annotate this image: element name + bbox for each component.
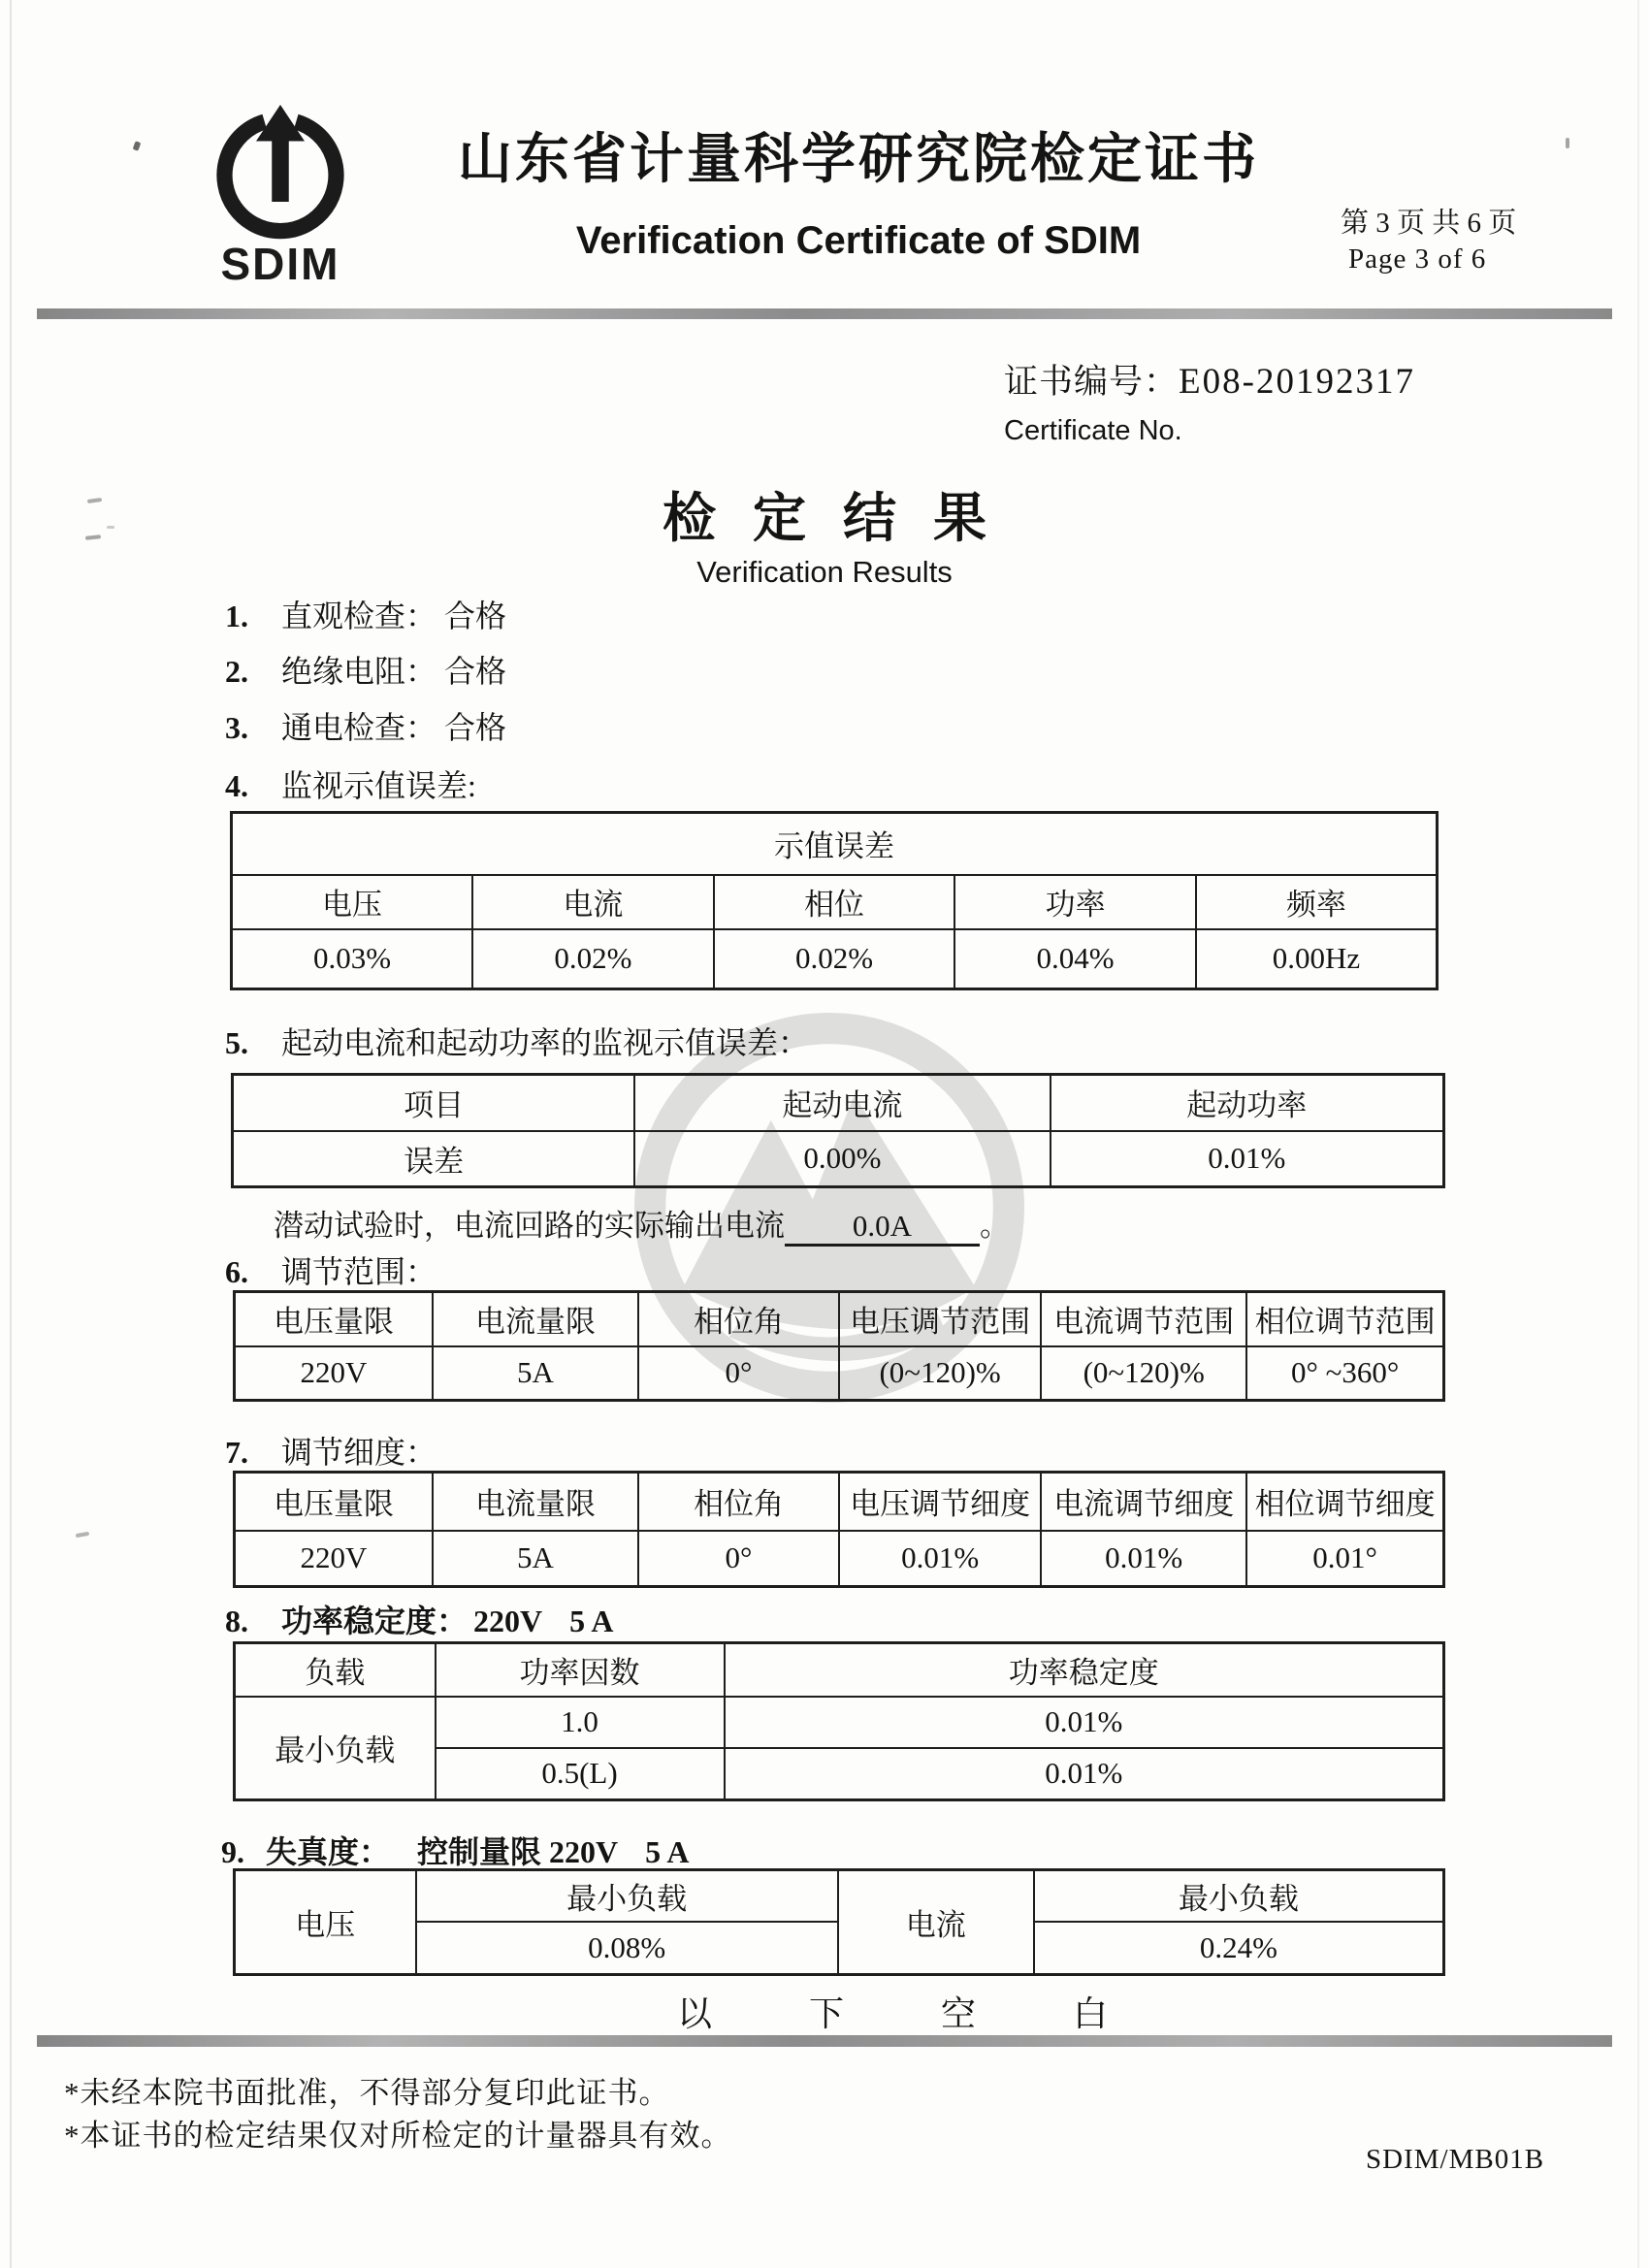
item-number: 1. <box>225 599 248 633</box>
current-limit: 5 A <box>645 1834 690 1869</box>
cell-value: 0.00Hz <box>1196 929 1438 989</box>
scan-speck <box>76 1532 89 1538</box>
section-title: 调节细度： <box>281 1435 437 1470</box>
item-number: 2. <box>225 654 248 689</box>
item-number: 4. <box>225 768 248 803</box>
column-header: 功率 <box>954 875 1196 929</box>
column-header: 电压量限 <box>235 1292 434 1346</box>
section-title: 功率稳定度： <box>281 1604 469 1638</box>
section-number: 7. <box>225 1435 248 1470</box>
indication-error-table <box>230 811 1439 990</box>
row-label: 误差 <box>233 1131 635 1187</box>
scan-speck <box>133 141 142 151</box>
cell-value: 0.01% <box>839 1531 1041 1587</box>
section-title: 调节范围： <box>281 1254 437 1289</box>
column-header: 功率因数 <box>436 1643 725 1697</box>
note-text: 潜动试验时，电流回路的实际输出电流 <box>274 1209 785 1243</box>
item-text: 通电检查： 合格 <box>281 710 507 745</box>
cell-value: 0.02% <box>714 929 955 989</box>
column-header: 功率稳定度 <box>725 1643 1444 1697</box>
adjustment-range-table <box>233 1290 1445 1402</box>
item-number: 3. <box>225 710 248 745</box>
section-title: 失真度： <box>266 1834 391 1869</box>
certificate-no-label-en: Certificate No. <box>1004 415 1182 446</box>
column-header: 电压量限 <box>235 1473 434 1531</box>
item-text: 监视示值误差: <box>281 768 476 803</box>
cell-value: 0° <box>638 1531 839 1587</box>
column-header: 电压 <box>232 875 473 929</box>
column-header: 相位角 <box>638 1292 839 1346</box>
cell-value: 5A <box>433 1531 638 1587</box>
column-header: 最小负载 <box>416 1870 838 1922</box>
section-8-heading <box>225 1597 613 1641</box>
page-number-block <box>1341 206 1516 277</box>
result-item-insulation-resistance <box>225 647 506 692</box>
column-header: 电压调节范围 <box>839 1292 1041 1346</box>
column-header: 电流调节范围 <box>1041 1292 1246 1346</box>
page-number-cn: 第 3 页 共 6 页 <box>1341 208 1517 239</box>
item-text: 直观检查： 合格 <box>281 599 507 633</box>
cell-value: 220V <box>235 1531 434 1587</box>
cell-value: 5A <box>433 1346 638 1401</box>
section-6-heading <box>225 1247 436 1292</box>
column-header: 项目 <box>233 1075 635 1131</box>
cell-value: 0.02% <box>472 929 714 989</box>
result-item-indication-error <box>225 761 476 806</box>
distortion-table <box>233 1868 1445 1976</box>
column-header: 相位调节范围 <box>1246 1292 1443 1346</box>
current-limit: 5 A <box>569 1604 614 1638</box>
cell-value: 0.5(L) <box>436 1748 725 1800</box>
creep-test-note <box>274 1201 1010 1247</box>
control-limit: 控制量限 220V <box>417 1834 619 1869</box>
column-header: 电流量限 <box>433 1473 638 1531</box>
voltage-limit: 220V <box>473 1604 543 1638</box>
table-title: 示值误差 <box>232 813 1438 875</box>
cell-value: 0.24% <box>1034 1922 1444 1975</box>
cell-value: 220V <box>235 1346 434 1401</box>
section-number: 5. <box>225 1025 248 1060</box>
form-number: SDIM/MB01B <box>1366 2144 1545 2175</box>
section-number: 9. <box>221 1834 244 1869</box>
column-header: 频率 <box>1196 875 1438 929</box>
certificate-title-en: Verification Certificate of SDIM <box>575 219 1142 262</box>
footer-note-validity: *本证书的检定结果仅对所检定的计量器具有效。 <box>64 2119 732 2153</box>
section-5-heading <box>225 1019 809 1063</box>
adjustment-fineness-table <box>233 1471 1445 1588</box>
section-number: 6. <box>225 1254 248 1289</box>
section-7-heading <box>225 1428 436 1473</box>
column-header: 相位调节细度 <box>1246 1473 1443 1531</box>
blank-below-notice: 以下空白 <box>676 1994 1205 2033</box>
cell-value: 0.08% <box>416 1922 838 1975</box>
certificate-no-value: E08-20192317 <box>1179 362 1415 402</box>
footer-divider <box>37 2035 1612 2047</box>
certificate-no-label-cn: 证书编号： <box>1004 363 1180 401</box>
cell-value: 0.01° <box>1246 1531 1443 1587</box>
startup-error-table <box>231 1073 1445 1188</box>
cell-value: 0.01% <box>1041 1531 1246 1587</box>
result-item-power-on-check <box>225 703 506 748</box>
column-header: 起动功率 <box>1051 1075 1444 1131</box>
page-edge-left <box>10 0 12 2268</box>
row-label: 电流 <box>838 1870 1034 1975</box>
cell-value: 0.01% <box>1051 1131 1444 1187</box>
cell-value: 0.00% <box>634 1131 1050 1187</box>
cell-value: (0~120)% <box>1041 1346 1246 1401</box>
logo-label: SDIM <box>220 239 340 289</box>
cell-value: 1.0 <box>436 1697 725 1748</box>
column-header: 起动电流 <box>634 1075 1050 1131</box>
cell-value: (0~120)% <box>839 1346 1041 1401</box>
power-stability-table <box>233 1641 1445 1801</box>
column-header: 负载 <box>235 1643 436 1697</box>
row-label: 最小负载 <box>235 1697 436 1800</box>
column-header: 电压调节细度 <box>839 1473 1041 1531</box>
results-title: 检定结果 <box>662 489 1023 548</box>
page-number-en: Page 3 of 6 <box>1348 243 1487 275</box>
section-title: 起动电流和起动功率的监视示值误差： <box>281 1025 810 1060</box>
column-header: 电流量限 <box>433 1292 638 1346</box>
section-9-heading <box>221 1828 689 1872</box>
item-text: 绝缘电阻： 合格 <box>281 654 507 689</box>
section-number: 8. <box>225 1604 248 1638</box>
header-divider <box>37 308 1612 319</box>
page-edge-right <box>1637 0 1639 2268</box>
cell-value: 0° ~360° <box>1246 1346 1443 1401</box>
scan-speck <box>1566 138 1569 148</box>
column-header: 电流调节细度 <box>1041 1473 1246 1531</box>
cell-value: 0.04% <box>954 929 1196 989</box>
column-header: 相位 <box>714 875 955 929</box>
footer-note-copy: *未经本院书面批准，不得部分复印此证书。 <box>64 2076 670 2110</box>
certificate-number-block <box>1004 355 1415 447</box>
note-suffix: 。 <box>980 1209 1010 1243</box>
sdim-logo <box>178 105 383 290</box>
cell-value: 0.01% <box>725 1697 1444 1748</box>
result-item-visual-check <box>225 592 506 636</box>
column-header: 最小负载 <box>1034 1870 1444 1922</box>
cell-value: 0.03% <box>232 929 473 989</box>
sdim-logo-icon <box>208 105 353 241</box>
note-value-underlined: 0.0A <box>785 1209 980 1247</box>
row-label: 电压 <box>235 1870 416 1975</box>
cell-value: 0° <box>638 1346 839 1401</box>
column-header: 相位角 <box>638 1473 839 1531</box>
column-header: 电流 <box>472 875 714 929</box>
cell-value: 0.01% <box>725 1748 1444 1800</box>
results-subtitle: Verification Results <box>696 555 953 589</box>
certificate-title-cn: 山东省计量科学研究院检定证书 <box>458 130 1259 190</box>
